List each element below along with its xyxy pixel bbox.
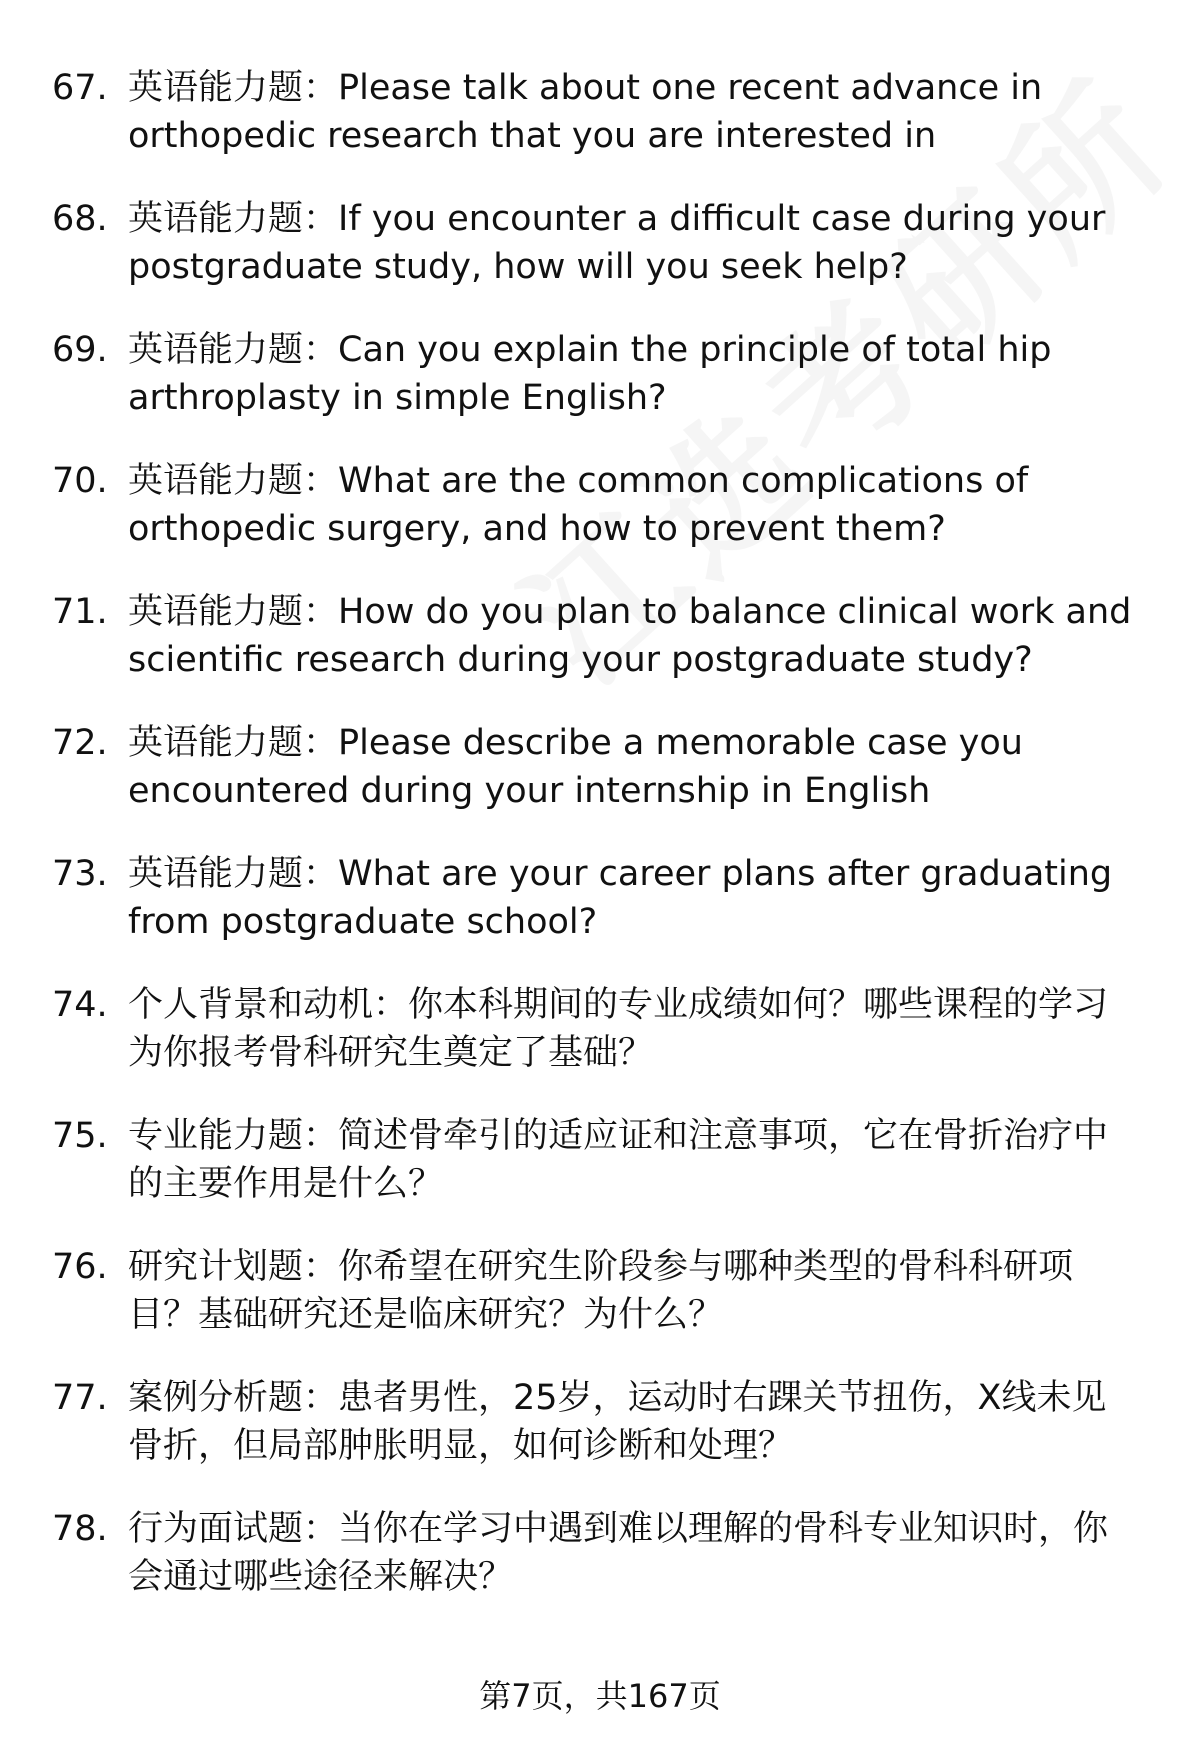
- question-text: [128, 1243, 1148, 1339]
- question-number: 76.: [52, 1247, 108, 1287]
- question-item: [0, 850, 1200, 960]
- question-number: 74.: [52, 985, 108, 1025]
- question-item: [0, 1112, 1200, 1222]
- question-line: 骨折，但局部肿胀明显，如何诊断和处理？: [128, 1426, 794, 1466]
- question-item: [0, 457, 1200, 567]
- question-item: [0, 1374, 1200, 1484]
- question-line: arthroplasty in simple English?: [128, 378, 667, 418]
- question-text: [128, 850, 1148, 946]
- question-line: 研究计划题：你希望在研究生阶段参与哪种类型的骨科科研项: [128, 1247, 1074, 1287]
- question-text: [128, 326, 1148, 422]
- question-line: 的主要作用是什么？: [128, 1164, 444, 1204]
- question-text: [128, 719, 1148, 815]
- question-item: [0, 981, 1200, 1091]
- question-number: 77.: [52, 1378, 108, 1418]
- question-line: orthopedic surgery, and how to prevent them?: [128, 509, 946, 549]
- question-number: 73.: [52, 854, 108, 894]
- question-line: 行为面试题：当你在学习中遇到难以理解的骨科专业知识时，你: [128, 1509, 1109, 1549]
- question-text: [128, 1112, 1148, 1208]
- page-footer: 第7页，共167页: [479, 1677, 721, 1715]
- question-line: 个人背景和动机：你本科期间的专业成绩如何？哪些课程的学习: [128, 985, 1109, 1025]
- question-line: 专业能力题：简述骨牵引的适应证和注意事项，它在骨折治疗中: [128, 1116, 1109, 1156]
- question-number: 69.: [52, 330, 108, 370]
- question-line: from postgraduate school?: [128, 902, 598, 942]
- question-line: 英语能力题：If you encounter a difficult case during your: [128, 199, 1106, 239]
- question-item: [0, 719, 1200, 829]
- question-item: [0, 1243, 1200, 1353]
- question-line: postgraduate study, how will you seek help?: [128, 247, 908, 287]
- question-text: [128, 588, 1148, 684]
- question-line: 英语能力题：Please describe a memorable case you: [128, 723, 1023, 763]
- question-line: orthopedic research that you are interested in: [128, 116, 937, 156]
- question-number: 78.: [52, 1509, 108, 1549]
- question-text: [128, 981, 1148, 1077]
- question-item: [0, 195, 1200, 305]
- question-text: [128, 1374, 1148, 1470]
- question-number: 67.: [52, 68, 108, 108]
- question-line: 会通过哪些途径来解决？: [128, 1557, 514, 1597]
- question-line: 案例分析题：患者男性，25岁，运动时右踝关节扭伤，X线未见: [128, 1378, 1107, 1418]
- question-line: 为你报考骨科研究生奠定了基础？: [128, 1033, 654, 1073]
- question-text: [128, 195, 1148, 291]
- question-line: encountered during your internship in English: [128, 771, 931, 811]
- question-line: 英语能力题：Can you explain the principle of total hip: [128, 330, 1052, 370]
- question-number: 68.: [52, 199, 108, 239]
- question-item: [0, 588, 1200, 698]
- question-line: 英语能力题：Please talk about one recent advance in: [128, 68, 1043, 108]
- question-item: [0, 326, 1200, 436]
- question-item: [0, 1505, 1200, 1615]
- question-item: [0, 64, 1200, 174]
- question-line: 英语能力题：What are the common complications of: [128, 461, 1029, 501]
- question-number: 70.: [52, 461, 108, 501]
- question-line: 英语能力题：What are your career plans after graduating: [128, 854, 1113, 894]
- question-line: scientific research during your postgraduate study?: [128, 640, 1033, 680]
- question-line: 目？基础研究还是临床研究？为什么？: [128, 1295, 724, 1335]
- question-text: [128, 64, 1148, 160]
- question-number: 75.: [52, 1116, 108, 1156]
- question-number: 72.: [52, 723, 108, 763]
- question-number: 71.: [52, 592, 108, 632]
- question-text: [128, 1505, 1148, 1601]
- question-line: 英语能力题：How do you plan to balance clinical work and: [128, 592, 1132, 632]
- question-text: [128, 457, 1148, 553]
